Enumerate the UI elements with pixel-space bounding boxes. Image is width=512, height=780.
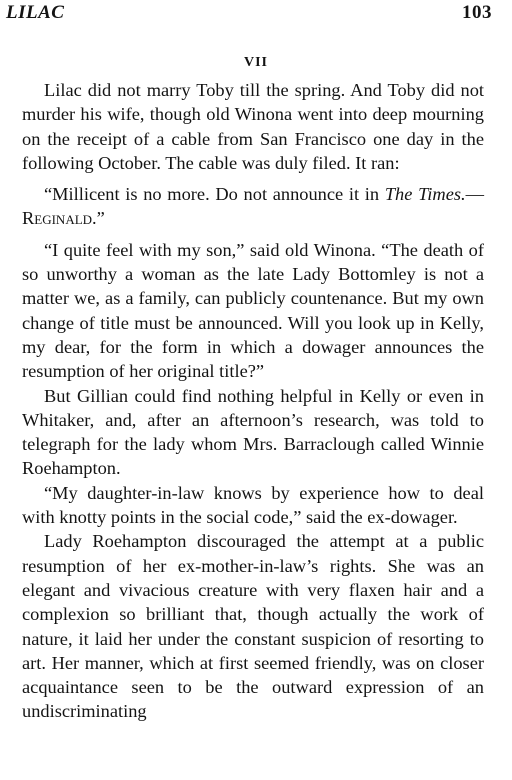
cable-text: “Millicent is no more. Do not announce it in [44, 184, 385, 205]
body-text [22, 78, 484, 724]
paragraph-1: Lilac did not marry Toby till the spring. And Toby did not murder his wife, though old Winona went into deep mourning on the receipt of a cable from San Francisco one day in the following October. The cable was duly filed. It ran: [22, 80, 484, 173]
paragraph-3: “I quite feel with my son,” said old Winona. “The death of so unworthy a woman as the late Lady Bottomley is not a matter we, as a family, can publicly countenance. But my own change of title must be announced. Will you look up in Kelly, my dear, for the form in which a dowager announces the resumption of her original title?” [22, 239, 484, 382]
closing-quote: .” [92, 208, 105, 229]
chapter-heading: VII [243, 55, 268, 70]
cable-signature: Reginald [22, 208, 93, 229]
paragraph-5: “My daughter-in-law knows by experience how to deal with knotty points in the social code,” said the ex-dowager. [22, 482, 484, 528]
page-number: 103 [462, 2, 492, 23]
running-header [6, 2, 492, 26]
paragraph-2-cable-quote [22, 182, 484, 231]
running-title: LILAC [6, 2, 65, 23]
paragraph-4: But Gillian could find nothing helpful in Kelly or even in Whitaker, and, after an afternoon’s research, was told to telegraph for the lady whom Mrs. Barraclough called Winnie Roehampton. [22, 385, 484, 479]
newspaper-title: The Times. [384, 184, 466, 205]
dash: — [465, 184, 484, 205]
paragraph-6: Lady Roehampton discouraged the attempt at a public resumption of her ex-mother-in-law’s rights. She was an elegant and vivacious creature with very flaxen hair and a complexion so brilliant that, though actually the work of nature, it laid her under the constant suspicion of resorting to art. Her manner, which at first seemed friendly, was on closer acquaintance seen to be the outward expression of an undiscriminating [22, 531, 484, 722]
